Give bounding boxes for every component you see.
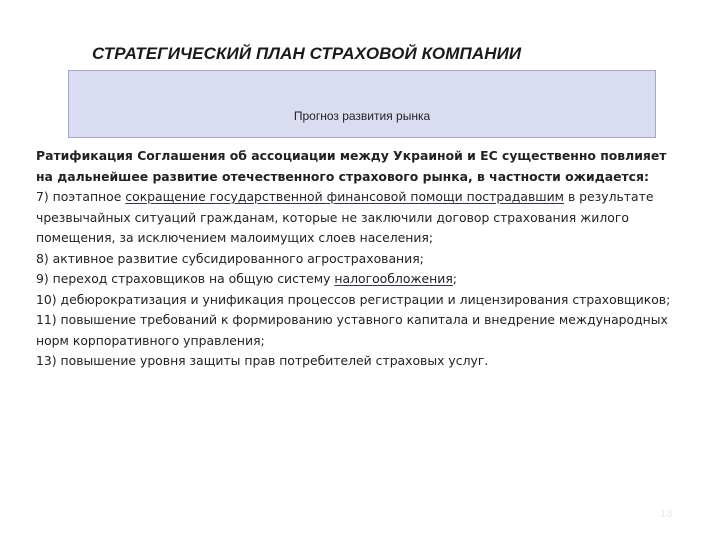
page-number: 13 xyxy=(660,508,673,520)
list-item-8: 8) активное развитие субсидированного агрострахования; xyxy=(36,250,424,266)
subtitle-box xyxy=(68,70,656,138)
item-9-text-before: 9) переход страховщиков на общую систему xyxy=(36,271,335,286)
item-9-link[interactable]: налогообложения xyxy=(334,271,453,286)
item-7-link[interactable]: сокращение государственной финансовой помощи пострадавшим xyxy=(125,189,564,204)
list-item-10: 10) дебюрократизация и унификация процессов регистрации и лицензирования страховщиков; xyxy=(36,291,671,307)
list-item-9 xyxy=(36,269,684,290)
list-item-13: 13) повышение уровня защиты прав потребителей страховых услуг. xyxy=(36,353,489,368)
list-item-11: 11) повышение требований к формированию уставного капитала и внедрение международных норм корпоративного управления; xyxy=(36,312,668,348)
item-9-text-after: ; xyxy=(452,271,457,286)
slide-title: СТРАТЕГИЧЕСКИЙ ПЛАН СТРАХОВОЙ КОМПАНИИ xyxy=(92,44,522,63)
item-7-text-after: в результате чрезвычайных ситуаций гражданам, которые не заключили договор страхования жилого помещения, за исключением малоимущих слоев населения; xyxy=(36,189,654,245)
subtitle-text: Прогноз развития рынка xyxy=(293,109,431,123)
item-7-text-before: 7) поэтапное xyxy=(36,189,126,204)
intro-paragraph: Ратификация Соглашения об ассоциации между Украиной и ЕС существенно повлияет на дальнейшее развитие отечественного страхового рынка, в частности ожидается: xyxy=(36,148,667,184)
body-text xyxy=(36,146,684,372)
list-item-7 xyxy=(36,187,684,249)
